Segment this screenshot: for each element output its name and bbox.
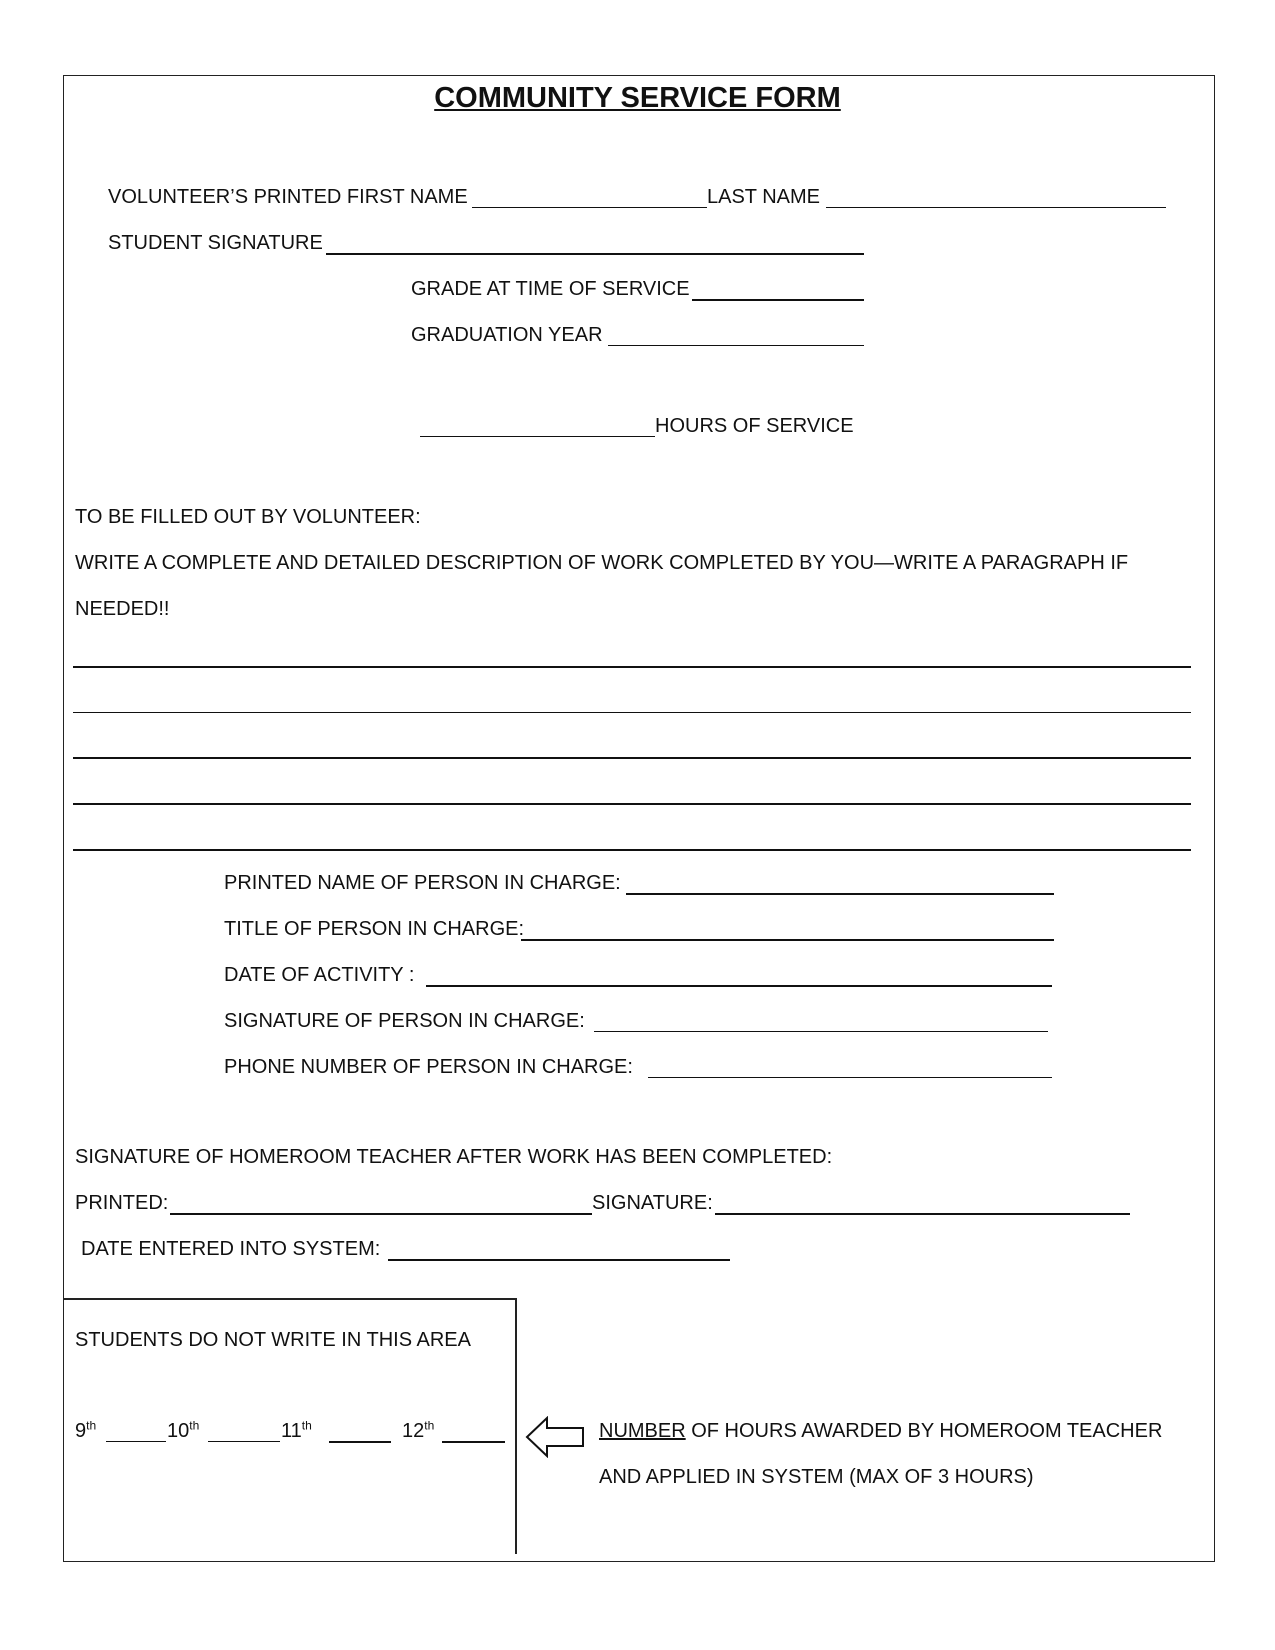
description-line[interactable]: [73, 666, 1191, 668]
grade-9-label: 9th: [75, 1418, 97, 1442]
grade-10-field[interactable]: [208, 1441, 280, 1442]
activity-date-label: DATE OF ACTIVITY :: [224, 964, 415, 986]
grade-10-label: 10th: [167, 1418, 200, 1442]
grade-9-field[interactable]: [106, 1441, 166, 1442]
student-signature-label: STUDENT SIGNATURE: [108, 232, 323, 254]
office-area-top-border: [63, 1298, 516, 1300]
graduation-year-field[interactable]: [608, 345, 864, 346]
grade-field[interactable]: [692, 299, 864, 301]
homeroom-printed-label: PRINTED:: [75, 1192, 169, 1214]
description-instruction-cont: NEEDED!!: [75, 598, 170, 620]
first-name-field[interactable]: [472, 207, 707, 208]
date-entered-label: DATE ENTERED INTO SYSTEM:: [81, 1238, 381, 1260]
hours-label: HOURS OF SERVICE: [655, 415, 854, 437]
hours-awarded-note-cont: AND APPLIED IN SYSTEM (MAX OF 3 HOURS): [599, 1466, 1034, 1488]
description-line[interactable]: [73, 849, 1191, 851]
grade-11-label: 11th: [281, 1418, 312, 1442]
hours-awarded-note: NUMBER OF HOURS AWARDED BY HOMEROOM TEACHER: [599, 1420, 1163, 1442]
description-heading: TO BE FILLED OUT BY VOLUNTEER:: [75, 506, 421, 528]
grade-12-field[interactable]: [442, 1441, 505, 1443]
office-area-divider: [515, 1298, 517, 1554]
person-signature-label: SIGNATURE OF PERSON IN CHARGE:: [224, 1010, 585, 1032]
office-area-heading: STUDENTS DO NOT WRITE IN THIS AREA: [75, 1329, 471, 1351]
person-phone-field[interactable]: [648, 1077, 1052, 1078]
date-entered-field[interactable]: [388, 1259, 730, 1261]
person-phone-label: PHONE NUMBER OF PERSON IN CHARGE:: [224, 1056, 633, 1078]
homeroom-printed-field[interactable]: [170, 1213, 592, 1215]
activity-date-field[interactable]: [426, 985, 1052, 987]
grade-11-field[interactable]: [329, 1441, 391, 1443]
graduation-year-label: GRADUATION YEAR: [411, 324, 603, 346]
last-name-field[interactable]: [826, 207, 1166, 208]
person-title-label: TITLE OF PERSON IN CHARGE:: [224, 918, 525, 940]
first-name-label: VOLUNTEER’S PRINTED FIRST NAME: [108, 186, 468, 208]
homeroom-signature-label: SIGNATURE:: [592, 1192, 713, 1214]
description-line[interactable]: [73, 712, 1191, 713]
last-name-label: LAST NAME: [707, 186, 820, 208]
description-line[interactable]: [73, 757, 1191, 759]
description-line[interactable]: [73, 803, 1191, 805]
grade-12-label: 12th: [402, 1418, 435, 1442]
person-printed-name-label: PRINTED NAME OF PERSON IN CHARGE:: [224, 872, 621, 894]
hours-field[interactable]: [420, 436, 655, 437]
student-signature-field[interactable]: [326, 253, 864, 255]
left-arrow-icon: [525, 1416, 585, 1458]
person-signature-field[interactable]: [594, 1031, 1048, 1032]
homeroom-signature-field[interactable]: [715, 1213, 1130, 1215]
form-title: COMMUNITY SERVICE FORM: [434, 82, 841, 114]
grade-label: GRADE AT TIME OF SERVICE: [411, 278, 690, 300]
person-title-field[interactable]: [521, 939, 1054, 941]
description-instruction: WRITE A COMPLETE AND DETAILED DESCRIPTION OF WORK COMPLETED BY YOU—WRITE A PARAGRAPH IF: [75, 552, 1129, 574]
homeroom-heading: SIGNATURE OF HOMEROOM TEACHER AFTER WORK HAS BEEN COMPLETED:: [75, 1146, 833, 1168]
person-printed-name-field[interactable]: [626, 893, 1054, 895]
